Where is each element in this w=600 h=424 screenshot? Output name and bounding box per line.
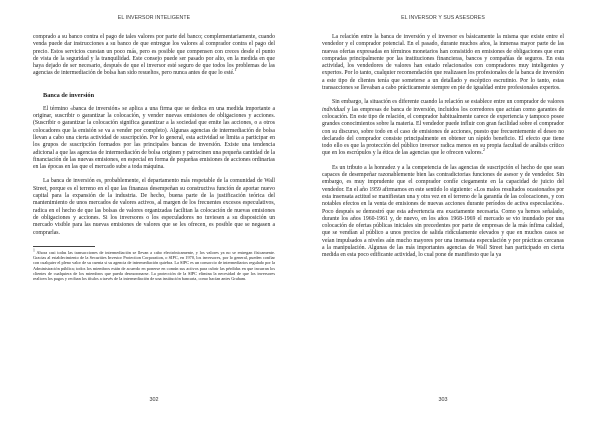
- right-page-body: [322, 34, 564, 260]
- right-paragraph-2: [322, 99, 564, 157]
- left-paragraph-1: [33, 34, 275, 78]
- right-paragraph-2-part-2: y las empresas de banca de inversión, incluidos los corredores que actúan como garantes de colocación. En este tipo de relación, el comprador habitualmente carece de experiencia y tampoco posee grandes conocimientos sobre la materia. El vendedor puede influir con gran facilidad sobre el comprador con su discurso, sobre todo en el caso de emisiones de acciones, puesto que frecuentemente el deseo no declarado del comprador consiste principalmente en obtener un rápido beneficio. El efecto que tiene todo ello es que la protección del público inversor radica menos en su propia facultad de análisis crítico que en los escrúpulos y la ética de las agencias que le ofrecen valores.: [322, 106, 564, 157]
- left-paragraph-1-text: comprado a su banco contra el pago de tales valores por parte del banco; complementariamente, cuando venda puede dar instrucciones a su banco de que entregue los valores al comprador contra el pago del precio. Estos servicios cuestan un poco más, pero es posible que compensen con creces desde el punto de vista de la seguridad y la tranquilidad. Este consejo puede ser pasado por alto, en la medida en que haya dejado de ser necesario, después de que el inversor esté seguro de que todos los problemas de las agencias de intermediación de bolsa han sido resueltos, pero nunca antes de que lo esté.: [33, 34, 275, 77]
- right-paragraph-3: Es un tributo a la honradez y a la competencia de las agencias de suscripción el hecho de que sean capaces de desempeñar razonablemente bien las contradictorias funciones de asesor y de vendedor. Sin embargo, es muy imprudente que el comprador confíe ciegamente en la capacidad de juicio del vendedor. En el año 1959 afirmamos en este sentido lo siguiente: «Los malos resultados ocasionados por esta insensata actitud se manifiestan una y otra vez en el terreno de la garantía de las colocaciones, y con notables efectos en la venta de emisiones de nuevas acciones durante períodos de activa especulación». Poco después se demostró que esta advertencia era exactamente necesaria. Como ya hemos señalado, durante los años 1960-1961 y, de nuevo, en los años 1968-1969 el mercado se vio inundado por una colocación de ofertas públicas iniciales sin precedentes por parte de empresas de la más ínfima calidad, que se vendían al público a unos precios de salida ridículamente elevados y que en muchos casos se veían impulsados a niveles aún mucho mayores por una insensata especulación y por prácticas cercanas a la manipulación. Algunas de las más importantes agencias de Wall Street han participado en cierta medida en esta poco edificante actividad, lo cual pone de manifiesto que la ya: [322, 164, 564, 259]
- left-paragraph-3: La banca de inversión es, probablemente, el departamento más respetable de la comunidad de Wall Street, porque es el terreno en el que las finanzas desempeñan su constructiva función de aportar nuevo capital para la expansión de la industria. De hecho, buena parte de la justificación teórica del mantenimiento de unos mercados de valores activos, al margen de los frecuentes excesos especulativos, radica en el hecho de que las bolsas de valores organizadas facilitan la colocación de nuevas emisiones de obligaciones y acciones. Si los inversores o los especuladores no tuviesen a su disposición un mercado visible para las nuevas emisiones de valores que se les ofrecen, es posible que se negasen a comprarlas.: [33, 178, 275, 236]
- left-footnote-number: 1: [33, 248, 35, 253]
- left-running-head: EL INVERSOR INTELIGENTE: [117, 15, 191, 21]
- left-page: [33, 0, 275, 424]
- right-running-head: EL INVERSOR Y SUS ASESORES: [401, 15, 485, 21]
- right-page-number: 303: [438, 397, 448, 403]
- left-footnote: [33, 250, 275, 282]
- left-footnote-text: Ahora casi todas las transacciones de intermediación se llevan a cabo electrónicamente, y los valores ya no se entregan físicamente. Gracias al establecimiento de la Securities Investor Protection Corporation, o SIPC, en 1970, los inversores, por lo general, pueden confiar con cualquier el pleno valor de su cuenta si su agencia de intermediación quiebra. La SIPC es un consorcio de intermediarios regulado por la Administración pública; todos los miembros están de acuerdo en ponerse en común sus activos para cubrir las pérdidas en que incurran los clientes de cualquiera de los miembros que pueda desmoronarse. La protección de la SIPC elimina la necesidad de que los inversores realicen los pagos y reciban los títulos a través de la intermediación de una institución bancaria, como hacían antes Graham.: [33, 249, 275, 282]
- right-paragraph-2-emphasis: individual: [322, 106, 346, 113]
- right-paragraph-2-part-1: Sin embargo, la situación es diferente cuando la relación se establece entre un comprador de valores: [332, 99, 564, 106]
- left-paragraph-2: El término «banca de inversión» se aplica a una firma que se dedica en una medida importante a originar, suscribir o garantizar la colocación, y vender nuevas emisiones de obligaciones y acciones. (Suscribir o garantizar la colocación significa garantizar a la sociedad que emite las acciones, o a otros colocadores que la emisión se va a vender por completo). Algunas agencias de intermediación de bolsa llevan a cabo una cierta actividad de suscripción. Por lo general, esta actividad se limita a participar en los grupos de suscripción formados por las principales bancas de inversión. Existe una tendencia adicional a que las agencias de intermediación de bolsa originen y patrocinen una pequeña cantidad de la financiación de las nuevas emisiones, en especial en forma de pequeñas emisiones de acciones ordinarias en las épocas en las que el mercado sube a toda máquina.: [33, 105, 275, 171]
- footnote-divider: [33, 246, 95, 247]
- left-footnote-marker: 1: [234, 68, 237, 73]
- right-page: [322, 0, 564, 424]
- left-page-body: [33, 34, 275, 282]
- right-paragraph-1: La relación entre la banca de inversión y el inversor es básicamente la misma que existe entre el vendedor y el comprador potencial. En el pasado, durante muchos años, la inmensa mayor parte de las nuevas ofertas expresadas en términos monetarios han consistido en emisiones de obligaciones que eran compradas principalmente por las instituciones financieras, bancos y compañías de seguros. En esta actividad, los vendedores de valores han estado relacionados con compradores muy inteligentes y expertos. Por lo tanto, cualquier recomendación que realizasen los profesionales de la banca de inversión a este tipo de clientes tenía que someterse a un detallado y escéptico escrutinio. Por lo tanto, estas transacciones se llevaban a cabo prácticamente siempre en pie de igualdad entre profesionales expertos.: [322, 34, 564, 92]
- section-heading: Banca de inversión: [43, 91, 95, 99]
- right-footnote-marker: 2: [482, 148, 485, 153]
- left-page-number: 302: [149, 397, 159, 403]
